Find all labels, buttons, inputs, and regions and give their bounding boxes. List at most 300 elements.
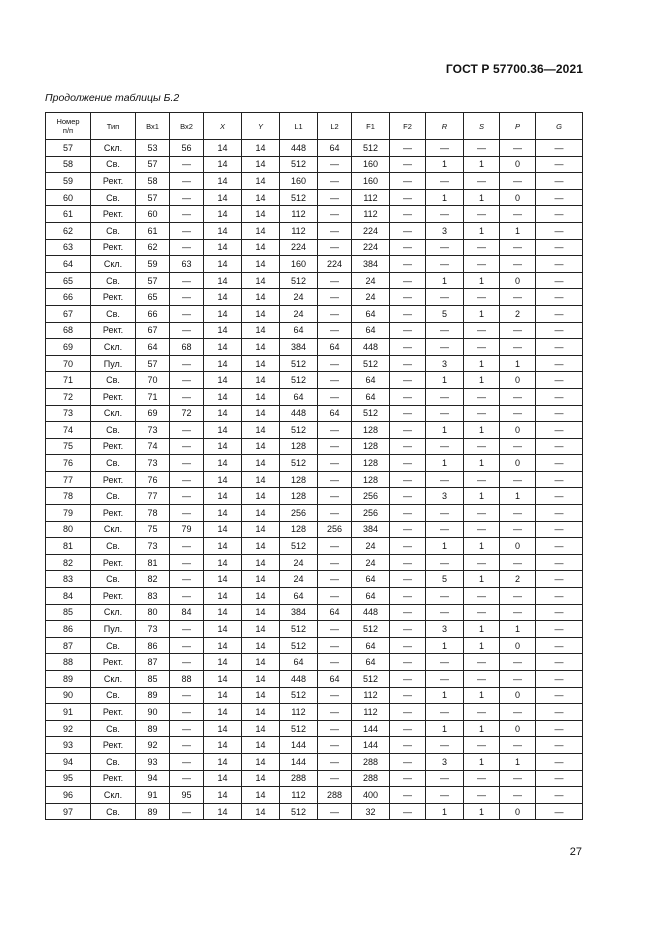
- table-cell: 14: [204, 787, 242, 804]
- table-cell: 87: [46, 637, 91, 654]
- table-cell: 14: [204, 521, 242, 538]
- table-cell: 1: [464, 372, 500, 389]
- table-cell: —: [318, 272, 352, 289]
- table-cell: 91: [136, 787, 170, 804]
- table-cell: 86: [136, 637, 170, 654]
- table-cell: 1: [464, 803, 500, 820]
- table-cell: 512: [280, 422, 318, 439]
- table-cell: 32: [352, 803, 390, 820]
- table-cell: —: [464, 289, 500, 306]
- table-cell: 512: [280, 156, 318, 173]
- table-cell: —: [170, 704, 204, 721]
- table-cell: 448: [280, 405, 318, 422]
- table-cell: 14: [204, 272, 242, 289]
- column-header: L2: [318, 113, 352, 140]
- table-cell: —: [318, 637, 352, 654]
- table-cell: 1: [426, 189, 464, 206]
- table-cell: 14: [242, 621, 280, 638]
- table-cell: 384: [352, 521, 390, 538]
- table-cell: —: [390, 272, 426, 289]
- table-cell: 112: [280, 206, 318, 223]
- table-cell: 83: [136, 588, 170, 605]
- table-cell: 14: [242, 471, 280, 488]
- table-cell: —: [318, 305, 352, 322]
- table-cell: —: [426, 471, 464, 488]
- table-row: [46, 704, 583, 721]
- table-cell: 80: [46, 521, 91, 538]
- table-cell: 112: [280, 787, 318, 804]
- table-cell: —: [536, 787, 583, 804]
- table-cell: Св.: [91, 189, 136, 206]
- table-cell: —: [500, 554, 536, 571]
- table-cell: —: [170, 438, 204, 455]
- table-cell: 14: [242, 521, 280, 538]
- table-cell: —: [536, 140, 583, 157]
- table-cell: —: [500, 787, 536, 804]
- table-row: [46, 322, 583, 339]
- table-cell: 14: [242, 637, 280, 654]
- table-cell: 1: [426, 156, 464, 173]
- table-cell: —: [390, 222, 426, 239]
- table-cell: —: [390, 488, 426, 505]
- table-cell: 14: [242, 189, 280, 206]
- table-cell: 1: [500, 753, 536, 770]
- table-cell: 72: [170, 405, 204, 422]
- table-cell: —: [170, 770, 204, 787]
- table-cell: 160: [352, 156, 390, 173]
- page-number: 27: [569, 846, 582, 858]
- table-cell: 14: [204, 173, 242, 190]
- table-cell: —: [536, 156, 583, 173]
- table-cell: 57: [136, 272, 170, 289]
- table-row: [46, 173, 583, 190]
- table-cell: —: [170, 637, 204, 654]
- table-cell: 84: [170, 604, 204, 621]
- table-cell: 288: [352, 770, 390, 787]
- table-cell: —: [318, 189, 352, 206]
- table-row: [46, 140, 583, 157]
- table-cell: —: [390, 372, 426, 389]
- table-cell: 224: [318, 256, 352, 273]
- table-cell: 1: [464, 222, 500, 239]
- table-cell: 128: [352, 438, 390, 455]
- table-row: [46, 455, 583, 472]
- table-cell: —: [500, 239, 536, 256]
- table-cell: Пул.: [91, 355, 136, 372]
- table-cell: 14: [242, 588, 280, 605]
- table-cell: —: [390, 322, 426, 339]
- table-cell: 14: [242, 388, 280, 405]
- table-cell: 57: [136, 156, 170, 173]
- table-cell: 59: [46, 173, 91, 190]
- table-cell: 64: [352, 654, 390, 671]
- table-cell: 14: [242, 173, 280, 190]
- table-cell: —: [500, 388, 536, 405]
- table-cell: 64: [318, 604, 352, 621]
- table-cell: 512: [280, 455, 318, 472]
- table-cell: 384: [352, 256, 390, 273]
- table-cell: —: [390, 737, 426, 754]
- table-cell: 63: [46, 239, 91, 256]
- table-cell: —: [536, 621, 583, 638]
- table-cell: 400: [352, 787, 390, 804]
- table-header-row: [46, 113, 583, 140]
- table-cell: —: [390, 305, 426, 322]
- table-cell: —: [390, 289, 426, 306]
- table-cell: 448: [280, 671, 318, 688]
- table-cell: Св.: [91, 156, 136, 173]
- table-cell: 512: [280, 803, 318, 820]
- table-cell: —: [170, 289, 204, 306]
- table-cell: —: [318, 206, 352, 223]
- column-header: F1: [352, 113, 390, 140]
- table-cell: —: [536, 505, 583, 522]
- table-cell: 81: [136, 554, 170, 571]
- table-cell: 14: [204, 355, 242, 372]
- table-cell: 14: [204, 140, 242, 157]
- column-header: G: [536, 113, 583, 140]
- table-cell: Рект.: [91, 770, 136, 787]
- table-cell: —: [536, 554, 583, 571]
- table-cell: 73: [136, 455, 170, 472]
- table-cell: 14: [204, 405, 242, 422]
- table-cell: 512: [280, 687, 318, 704]
- table-row: [46, 521, 583, 538]
- table-cell: 512: [352, 140, 390, 157]
- table-cell: 73: [46, 405, 91, 422]
- table-cell: 1: [464, 189, 500, 206]
- table-cell: 14: [204, 156, 242, 173]
- table-cell: —: [536, 737, 583, 754]
- table-cell: 80: [136, 604, 170, 621]
- table-cell: 14: [242, 704, 280, 721]
- table-cell: —: [500, 654, 536, 671]
- table-cell: Св.: [91, 637, 136, 654]
- table-cell: 68: [46, 322, 91, 339]
- table-row: [46, 405, 583, 422]
- table-cell: 14: [204, 488, 242, 505]
- table-cell: —: [536, 753, 583, 770]
- table-cell: 14: [204, 654, 242, 671]
- table-cell: —: [500, 140, 536, 157]
- table-cell: —: [390, 140, 426, 157]
- table-cell: 14: [242, 753, 280, 770]
- table-cell: —: [500, 339, 536, 356]
- table-cell: —: [500, 471, 536, 488]
- table-cell: —: [464, 554, 500, 571]
- table-cell: 65: [136, 289, 170, 306]
- table-cell: 1: [426, 372, 464, 389]
- table-cell: —: [390, 621, 426, 638]
- table-cell: —: [318, 554, 352, 571]
- table-cell: 1: [464, 422, 500, 439]
- column-header: Номер п/п: [46, 113, 91, 140]
- table-row: [46, 687, 583, 704]
- table-cell: —: [536, 604, 583, 621]
- table-cell: 14: [204, 322, 242, 339]
- table-cell: 69: [46, 339, 91, 356]
- column-header: Вх2: [170, 113, 204, 140]
- table-cell: 5: [426, 571, 464, 588]
- table-cell: 3: [426, 355, 464, 372]
- table-cell: 93: [136, 753, 170, 770]
- table-cell: 384: [280, 339, 318, 356]
- table-cell: Рект.: [91, 554, 136, 571]
- table-cell: 88: [46, 654, 91, 671]
- table-cell: 77: [136, 488, 170, 505]
- table-cell: Скл.: [91, 521, 136, 538]
- table-cell: 0: [500, 422, 536, 439]
- table-cell: 78: [136, 505, 170, 522]
- table-cell: 59: [136, 256, 170, 273]
- table-cell: —: [170, 471, 204, 488]
- table-cell: 144: [280, 753, 318, 770]
- table-cell: 82: [136, 571, 170, 588]
- table-cell: Скл.: [91, 256, 136, 273]
- table-cell: 61: [136, 222, 170, 239]
- table-cell: —: [426, 388, 464, 405]
- table-cell: 288: [280, 770, 318, 787]
- table-cell: Св.: [91, 305, 136, 322]
- table-cell: —: [536, 339, 583, 356]
- table-cell: 512: [280, 372, 318, 389]
- table-cell: 89: [46, 671, 91, 688]
- table-cell: 96: [46, 787, 91, 804]
- table-cell: —: [390, 505, 426, 522]
- table-cell: 24: [280, 289, 318, 306]
- table-cell: —: [536, 687, 583, 704]
- table-cell: Св.: [91, 538, 136, 555]
- table-cell: —: [426, 256, 464, 273]
- table-cell: —: [170, 488, 204, 505]
- table-cell: 1: [464, 720, 500, 737]
- table-cell: 87: [136, 654, 170, 671]
- table-cell: —: [500, 671, 536, 688]
- column-header: P: [500, 113, 536, 140]
- table-cell: 3: [426, 621, 464, 638]
- table-cell: 14: [204, 289, 242, 306]
- table-cell: —: [170, 803, 204, 820]
- table-cell: 128: [280, 521, 318, 538]
- table-cell: 57: [136, 189, 170, 206]
- table-cell: —: [318, 156, 352, 173]
- table-cell: 128: [352, 422, 390, 439]
- table-row: [46, 588, 583, 605]
- table-cell: —: [536, 388, 583, 405]
- table-cell: —: [390, 239, 426, 256]
- table-cell: —: [390, 256, 426, 273]
- column-header: F2: [390, 113, 426, 140]
- table-cell: —: [318, 438, 352, 455]
- table-cell: 160: [352, 173, 390, 190]
- table-cell: 224: [352, 222, 390, 239]
- table-cell: 92: [136, 737, 170, 754]
- table-cell: 66: [46, 289, 91, 306]
- table-row: [46, 604, 583, 621]
- table-cell: 64: [352, 372, 390, 389]
- table-cell: Рект.: [91, 388, 136, 405]
- table-cell: —: [318, 488, 352, 505]
- table-cell: 24: [352, 272, 390, 289]
- table-cell: 14: [204, 206, 242, 223]
- table-cell: 14: [204, 422, 242, 439]
- table-cell: 89: [136, 720, 170, 737]
- table-cell: 1: [464, 305, 500, 322]
- table-cell: Рект.: [91, 206, 136, 223]
- table-cell: 93: [46, 737, 91, 754]
- table-cell: 63: [170, 256, 204, 273]
- table-cell: —: [170, 554, 204, 571]
- table-cell: —: [536, 588, 583, 605]
- table-cell: —: [390, 637, 426, 654]
- table-cell: Рект.: [91, 173, 136, 190]
- table-row: [46, 621, 583, 638]
- table-cell: 14: [242, 422, 280, 439]
- table-cell: 160: [280, 173, 318, 190]
- table-cell: —: [426, 339, 464, 356]
- table-cell: 14: [242, 687, 280, 704]
- table-cell: 160: [280, 256, 318, 273]
- table-row: [46, 289, 583, 306]
- table-cell: —: [390, 388, 426, 405]
- table-cell: 128: [352, 455, 390, 472]
- table-cell: —: [318, 222, 352, 239]
- table-cell: Рект.: [91, 289, 136, 306]
- table-cell: —: [464, 206, 500, 223]
- table-cell: —: [426, 588, 464, 605]
- table-row: [46, 422, 583, 439]
- table-cell: 14: [204, 505, 242, 522]
- table-cell: 89: [136, 687, 170, 704]
- table-cell: —: [390, 521, 426, 538]
- column-header: R: [426, 113, 464, 140]
- table-cell: 24: [352, 538, 390, 555]
- table-cell: Рект.: [91, 737, 136, 754]
- table-cell: 512: [352, 355, 390, 372]
- table-cell: 1: [464, 571, 500, 588]
- table-cell: 88: [170, 671, 204, 688]
- table-cell: Св.: [91, 488, 136, 505]
- table-cell: 448: [352, 339, 390, 356]
- table-cell: —: [464, 256, 500, 273]
- table-cell: 5: [426, 305, 464, 322]
- table-cell: —: [536, 654, 583, 671]
- table-cell: 0: [500, 455, 536, 472]
- table-cell: 0: [500, 803, 536, 820]
- table-cell: —: [500, 289, 536, 306]
- table-cell: —: [390, 787, 426, 804]
- table-cell: 3: [426, 488, 464, 505]
- table-cell: —: [536, 189, 583, 206]
- table-cell: 512: [280, 272, 318, 289]
- table-cell: 128: [352, 471, 390, 488]
- table-cell: 64: [318, 140, 352, 157]
- table-cell: —: [500, 256, 536, 273]
- column-header: Вх1: [136, 113, 170, 140]
- table-cell: —: [390, 438, 426, 455]
- table-cell: 14: [242, 438, 280, 455]
- table-cell: —: [536, 355, 583, 372]
- table-cell: Св.: [91, 687, 136, 704]
- table-cell: Рект.: [91, 654, 136, 671]
- column-header: S: [464, 113, 500, 140]
- table-cell: —: [390, 554, 426, 571]
- table-cell: 1: [464, 455, 500, 472]
- table-cell: —: [170, 588, 204, 605]
- table-cell: 14: [242, 222, 280, 239]
- table-cell: —: [390, 538, 426, 555]
- table-cell: —: [390, 753, 426, 770]
- table-cell: 64: [46, 256, 91, 273]
- table-cell: —: [426, 206, 464, 223]
- table-cell: Скл.: [91, 140, 136, 157]
- table-cell: 14: [204, 737, 242, 754]
- table-cell: —: [390, 671, 426, 688]
- table-cell: 3: [426, 222, 464, 239]
- table-cell: 62: [46, 222, 91, 239]
- table-cell: —: [318, 289, 352, 306]
- table-cell: 512: [352, 621, 390, 638]
- table-cell: —: [170, 538, 204, 555]
- table-cell: 1: [464, 753, 500, 770]
- table-cell: 0: [500, 372, 536, 389]
- table-cell: —: [426, 505, 464, 522]
- table-cell: —: [170, 156, 204, 173]
- table-cell: 14: [204, 438, 242, 455]
- table-cell: 14: [204, 339, 242, 356]
- table-cell: Св.: [91, 422, 136, 439]
- table-cell: —: [318, 388, 352, 405]
- table-cell: 62: [136, 239, 170, 256]
- table-cell: —: [426, 737, 464, 754]
- table-cell: 1: [500, 355, 536, 372]
- table-cell: —: [426, 140, 464, 157]
- table-cell: 512: [280, 720, 318, 737]
- table-cell: 128: [280, 471, 318, 488]
- column-header: X: [204, 113, 242, 140]
- table-cell: —: [536, 372, 583, 389]
- table-cell: 14: [204, 687, 242, 704]
- table-cell: —: [170, 505, 204, 522]
- table-cell: 448: [280, 140, 318, 157]
- table-cell: —: [318, 239, 352, 256]
- table-cell: 57: [46, 140, 91, 157]
- table-cell: 14: [242, 272, 280, 289]
- table-row: [46, 753, 583, 770]
- table-cell: —: [170, 239, 204, 256]
- table-cell: —: [390, 803, 426, 820]
- table-cell: 14: [242, 737, 280, 754]
- table-cell: —: [390, 455, 426, 472]
- table-cell: 1: [464, 272, 500, 289]
- table-cell: 14: [204, 554, 242, 571]
- table-cell: —: [426, 405, 464, 422]
- table-cell: —: [170, 355, 204, 372]
- table-cell: —: [390, 206, 426, 223]
- table-cell: —: [464, 521, 500, 538]
- table-cell: 14: [242, 538, 280, 555]
- table-cell: 14: [242, 322, 280, 339]
- table-cell: —: [318, 770, 352, 787]
- table-cell: 14: [204, 621, 242, 638]
- table-row: [46, 720, 583, 737]
- table-row: [46, 538, 583, 555]
- table-cell: —: [426, 438, 464, 455]
- table-cell: 58: [136, 173, 170, 190]
- table-cell: —: [390, 604, 426, 621]
- table-cell: Св.: [91, 753, 136, 770]
- table-cell: —: [500, 206, 536, 223]
